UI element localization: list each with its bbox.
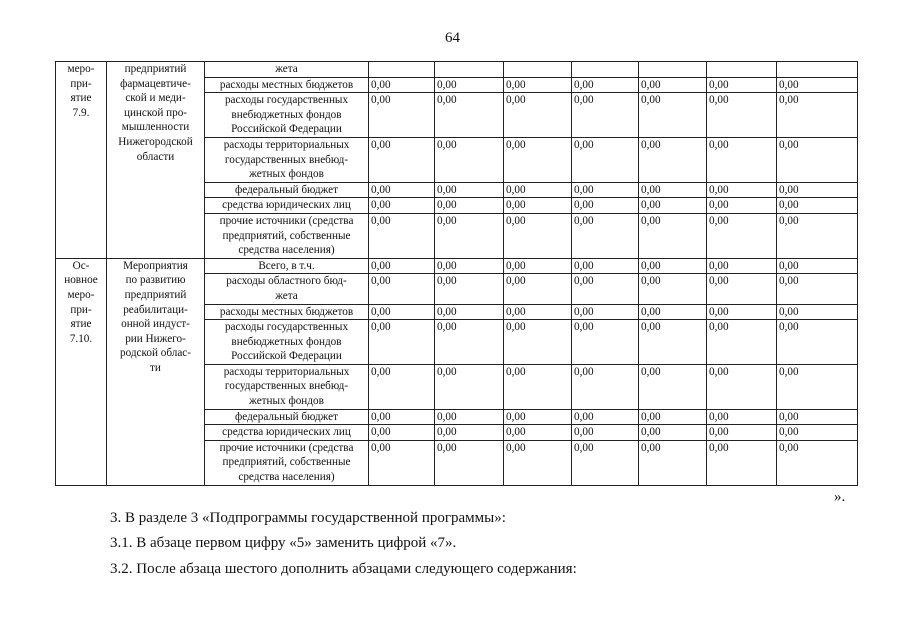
amount-cell: 0,00 — [504, 93, 572, 138]
amount-cell: 0,00 — [369, 137, 435, 182]
amount-cell: 0,00 — [777, 425, 858, 441]
amount-cell: 0,00 — [504, 182, 572, 198]
cell-line: рии Нижего- — [125, 332, 186, 345]
cell-line: расходы территориальных — [223, 365, 350, 378]
cell-line: расходы местных бюджетов — [219, 305, 354, 318]
cell-line: реабилитаци- — [123, 303, 188, 316]
paragraph-section-3: 3. В разделе 3 «Подпрограммы государственной программы»: — [110, 510, 506, 526]
cell-line: ской и меди- — [125, 92, 186, 105]
budget-table — [55, 61, 858, 486]
cell-line: родской облас- — [119, 347, 191, 360]
cell-line: внебюджетных фондов — [231, 108, 342, 121]
funding-source-cell — [205, 320, 369, 365]
amount-cell — [369, 62, 435, 78]
cell-line: ти — [150, 361, 161, 374]
amount-cell: 0,00 — [504, 409, 572, 425]
cell-line: жета — [275, 289, 298, 302]
funding-source-cell — [205, 198, 369, 214]
funding-source-cell — [205, 62, 369, 78]
amount-cell: 0,00 — [369, 77, 435, 93]
table-body — [56, 62, 858, 486]
amount-cell: 0,00 — [639, 364, 707, 409]
amount-cell: 0,00 — [504, 364, 572, 409]
amount-cell: 0,00 — [639, 213, 707, 258]
amount-cell — [572, 62, 639, 78]
funding-source-cell — [205, 304, 369, 320]
amount-cell: 0,00 — [639, 304, 707, 320]
cell-line: мышленности — [121, 121, 190, 134]
amount-cell: 0,00 — [572, 409, 639, 425]
cell-line: расходы государственных — [224, 321, 349, 334]
amount-cell: 0,00 — [639, 198, 707, 214]
cell-line: ятие — [70, 92, 92, 105]
event-number-cell — [56, 258, 107, 485]
amount-cell: 0,00 — [639, 425, 707, 441]
amount-cell: 0,00 — [639, 77, 707, 93]
cell-line: прочие источники (средства — [219, 441, 354, 454]
cell-line: внебюджетных фондов — [231, 335, 342, 348]
amount-cell: 0,00 — [639, 258, 707, 274]
amount-cell: 0,00 — [707, 320, 777, 365]
cell-line: расходы территориальных — [223, 138, 350, 151]
amount-cell: 0,00 — [777, 93, 858, 138]
cell-line: средства населения) — [238, 471, 335, 484]
amount-cell: 0,00 — [777, 182, 858, 198]
amount-cell: 0,00 — [639, 137, 707, 182]
funding-source-cell — [205, 258, 369, 274]
amount-cell: 0,00 — [707, 93, 777, 138]
amount-cell: 0,00 — [572, 77, 639, 93]
amount-cell: 0,00 — [639, 409, 707, 425]
cell-line: средства юридических лиц — [222, 199, 351, 212]
amount-cell: 0,00 — [707, 440, 777, 485]
amount-cell: 0,00 — [572, 258, 639, 274]
amount-cell: 0,00 — [639, 440, 707, 485]
amount-cell: 0,00 — [639, 182, 707, 198]
amount-cell: 0,00 — [777, 274, 858, 304]
amount-cell: 0,00 — [504, 258, 572, 274]
table-row — [56, 62, 858, 78]
amount-cell: 0,00 — [707, 425, 777, 441]
amount-cell — [639, 62, 707, 78]
amount-cell: 0,00 — [572, 198, 639, 214]
amount-cell: 0,00 — [369, 364, 435, 409]
amount-cell: 0,00 — [572, 93, 639, 138]
amount-cell: 0,00 — [369, 320, 435, 365]
cell-line: Ос- — [72, 259, 90, 272]
cell-line: при- — [70, 77, 92, 90]
cell-line: области — [136, 150, 175, 163]
amount-cell: 0,00 — [707, 213, 777, 258]
event-name-cell — [107, 258, 205, 485]
cell-line: жета — [275, 63, 298, 75]
funding-source-cell — [205, 425, 369, 441]
amount-cell: 0,00 — [777, 77, 858, 93]
amount-cell: 0,00 — [435, 137, 504, 182]
funding-source-cell — [205, 182, 369, 198]
amount-cell: 0,00 — [369, 409, 435, 425]
cell-line: цинской про- — [123, 106, 188, 119]
amount-cell: 0,00 — [504, 320, 572, 365]
amount-cell: 0,00 — [707, 258, 777, 274]
amount-cell: 0,00 — [369, 304, 435, 320]
cell-line: новное — [64, 274, 98, 287]
page-number: 64 — [445, 30, 460, 46]
amount-cell — [777, 62, 858, 78]
cell-line: расходы государственных — [224, 94, 349, 107]
funding-source-cell — [205, 77, 369, 93]
cell-line: предприятий — [124, 63, 187, 75]
amount-cell — [504, 62, 572, 78]
amount-cell: 0,00 — [572, 137, 639, 182]
funding-source-cell — [205, 137, 369, 182]
amount-cell — [707, 62, 777, 78]
amount-cell: 0,00 — [572, 364, 639, 409]
amount-cell: 0,00 — [777, 258, 858, 274]
amount-cell: 0,00 — [639, 320, 707, 365]
cell-line: государственных внебюд- — [224, 380, 349, 393]
amount-cell: 0,00 — [435, 425, 504, 441]
cell-line: меро- — [67, 63, 95, 75]
amount-cell: 0,00 — [572, 425, 639, 441]
amount-cell: 0,00 — [435, 304, 504, 320]
amount-cell: 0,00 — [707, 364, 777, 409]
cell-line: меро- — [67, 288, 95, 301]
amount-cell: 0,00 — [572, 213, 639, 258]
cell-line: Мероприятия — [123, 259, 188, 272]
amount-cell: 0,00 — [435, 198, 504, 214]
cell-line: жетных фондов — [249, 395, 324, 408]
cell-line: ятие — [70, 318, 92, 331]
cell-line: Российской Федерации — [231, 350, 342, 363]
amount-cell: 0,00 — [435, 213, 504, 258]
amount-cell: 0,00 — [504, 77, 572, 93]
event-number-cell — [56, 62, 107, 259]
cell-line: прочие источники (средства — [219, 214, 354, 227]
funding-source-cell — [205, 93, 369, 138]
cell-line: федеральный бюджет — [235, 183, 338, 196]
amount-cell: 0,00 — [435, 93, 504, 138]
amount-cell: 0,00 — [435, 320, 504, 365]
cell-line: предприятий, собственные — [222, 456, 351, 469]
amount-cell: 0,00 — [777, 198, 858, 214]
cell-line: предприятий — [124, 288, 187, 301]
closing-quote: ». — [834, 489, 846, 505]
funding-source-cell — [205, 274, 369, 304]
cell-line: при- — [70, 303, 92, 316]
amount-cell: 0,00 — [777, 320, 858, 365]
paragraph-3-2: 3.2. После абзаца шестого дополнить абзацами следующего содержания: — [110, 561, 577, 577]
amount-cell: 0,00 — [435, 77, 504, 93]
cell-line: средства населения) — [238, 244, 335, 257]
amount-cell: 0,00 — [707, 274, 777, 304]
amount-cell: 0,00 — [777, 440, 858, 485]
amount-cell: 0,00 — [639, 274, 707, 304]
cell-line: по развитию — [125, 274, 186, 287]
amount-cell: 0,00 — [369, 440, 435, 485]
amount-cell: 0,00 — [707, 182, 777, 198]
amount-cell: 0,00 — [369, 274, 435, 304]
amount-cell: 0,00 — [504, 213, 572, 258]
amount-cell: 0,00 — [777, 213, 858, 258]
amount-cell: 0,00 — [369, 182, 435, 198]
amount-cell: 0,00 — [369, 213, 435, 258]
amount-cell: 0,00 — [369, 258, 435, 274]
cell-line: расходы местных бюджетов — [219, 78, 354, 91]
amount-cell: 0,00 — [504, 425, 572, 441]
cell-line: расходы областного бюд- — [226, 275, 347, 288]
amount-cell: 0,00 — [777, 364, 858, 409]
amount-cell: 0,00 — [707, 198, 777, 214]
amount-cell: 0,00 — [572, 274, 639, 304]
amount-cell: 0,00 — [504, 274, 572, 304]
amount-cell: 0,00 — [504, 198, 572, 214]
amount-cell: 0,00 — [707, 137, 777, 182]
cell-line: онной индуст- — [121, 318, 190, 331]
amount-cell: 0,00 — [435, 364, 504, 409]
amount-cell: 0,00 — [777, 304, 858, 320]
amount-cell: 0,00 — [369, 425, 435, 441]
cell-line: государственных внебюд- — [224, 153, 349, 166]
cell-line: Всего, в т.ч. — [258, 259, 315, 272]
amount-cell: 0,00 — [572, 182, 639, 198]
amount-cell: 0,00 — [369, 198, 435, 214]
cell-line: Нижегородской — [118, 135, 193, 148]
amount-cell: 0,00 — [435, 440, 504, 485]
table-row — [56, 258, 858, 274]
cell-line: жетных фондов — [249, 168, 324, 181]
amount-cell: 0,00 — [572, 440, 639, 485]
funding-source-cell — [205, 364, 369, 409]
funding-source-cell — [205, 213, 369, 258]
paragraph-3-1: 3.1. В абзаце первом цифру «5» заменить цифрой «7». — [110, 535, 457, 551]
amount-cell: 0,00 — [572, 304, 639, 320]
amount-cell: 0,00 — [707, 409, 777, 425]
amount-cell: 0,00 — [504, 440, 572, 485]
funding-source-cell — [205, 409, 369, 425]
amount-cell: 0,00 — [369, 93, 435, 138]
amount-cell: 0,00 — [435, 258, 504, 274]
amount-cell: 0,00 — [435, 409, 504, 425]
amount-cell: 0,00 — [639, 93, 707, 138]
amount-cell: 0,00 — [435, 274, 504, 304]
cell-line: федеральный бюджет — [235, 410, 338, 423]
cell-line: 7.10. — [69, 332, 93, 345]
cell-line: предприятий, собственные — [222, 229, 351, 242]
amount-cell: 0,00 — [435, 182, 504, 198]
amount-cell: 0,00 — [504, 304, 572, 320]
amount-cell: 0,00 — [572, 320, 639, 365]
amount-cell: 0,00 — [777, 409, 858, 425]
cell-line: 7.9. — [72, 106, 90, 119]
event-name-cell — [107, 62, 205, 259]
funding-source-cell — [205, 440, 369, 485]
cell-line: Российской Федерации — [231, 123, 342, 136]
amount-cell — [435, 62, 504, 78]
cell-line: средства юридических лиц — [222, 426, 351, 439]
cell-line: фармацевтиче- — [120, 77, 191, 90]
amount-cell: 0,00 — [707, 304, 777, 320]
amount-cell: 0,00 — [504, 137, 572, 182]
amount-cell: 0,00 — [777, 137, 858, 182]
amount-cell: 0,00 — [707, 77, 777, 93]
